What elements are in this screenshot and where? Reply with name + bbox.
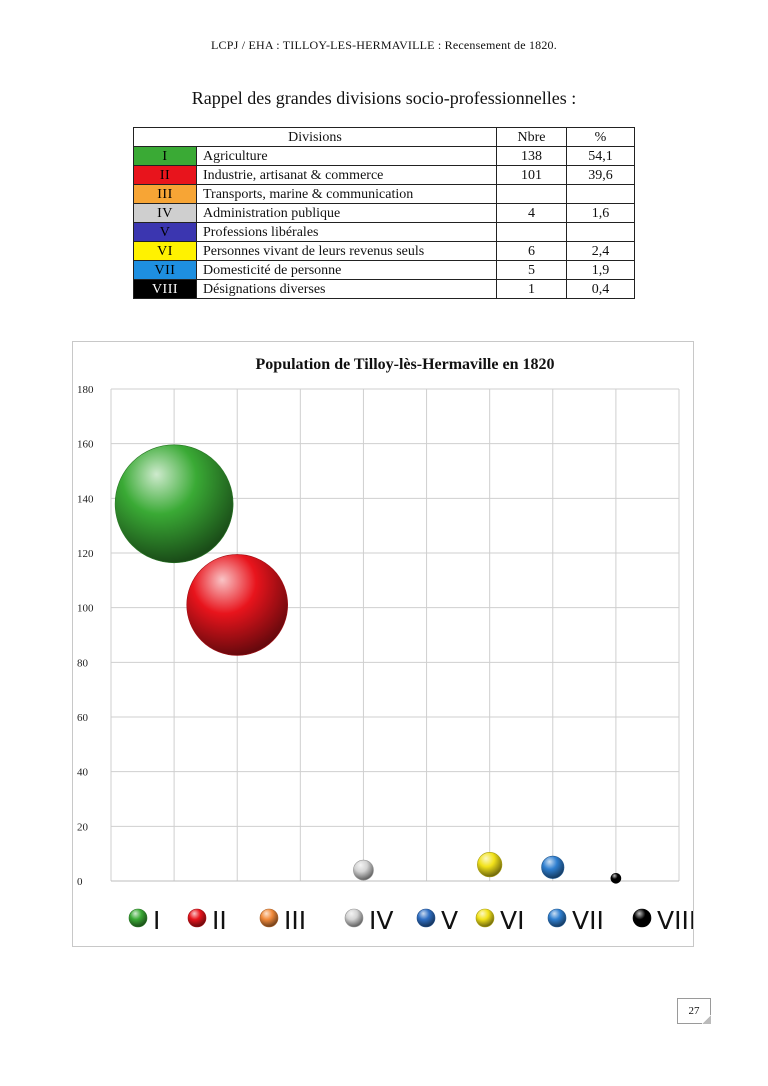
table-row <box>134 280 635 299</box>
legend-marker <box>260 909 278 927</box>
bubble-viii <box>611 873 621 883</box>
y-tick-label: 100 <box>77 602 94 615</box>
chart-title: Population de Tilloy-lès-Hermaville en 1820 <box>255 356 555 373</box>
division-count: 138 <box>497 147 567 166</box>
division-code: VII <box>134 261 197 280</box>
legend-item-vi <box>476 906 524 935</box>
division-label: Administration publique <box>197 204 497 223</box>
header-percent: % <box>567 128 635 147</box>
division-code: V <box>134 223 197 242</box>
division-count: 101 <box>497 166 567 185</box>
legend-label: VIII <box>657 906 693 935</box>
table-body <box>134 147 635 299</box>
division-label: Industrie, artisanat & commerce <box>197 166 497 185</box>
division-percent <box>567 185 635 204</box>
division-code: VIII <box>134 280 197 299</box>
legend-label: I <box>153 906 161 935</box>
legend-item-iii <box>260 906 306 935</box>
division-code: II <box>134 166 197 185</box>
legend-marker <box>548 909 566 927</box>
bubble-chart <box>73 342 693 946</box>
division-count: 6 <box>497 242 567 261</box>
y-tick-label: 40 <box>77 766 88 779</box>
table-row <box>134 242 635 261</box>
y-tick-label: 140 <box>77 493 94 506</box>
y-tick-label: 20 <box>77 821 88 834</box>
table-row <box>134 147 635 166</box>
legend-label: III <box>284 906 307 935</box>
y-tick-label: 60 <box>77 712 88 724</box>
legend-item-vii <box>548 906 604 935</box>
legend-item-v <box>417 906 458 935</box>
y-tick-label: 120 <box>77 548 94 560</box>
legend-label: IV <box>369 906 394 935</box>
y-tick-label: 180 <box>77 384 94 396</box>
bubble-ii <box>187 554 288 655</box>
y-tick-label: 80 <box>77 657 88 670</box>
legend-label: VII <box>572 906 604 935</box>
division-label: Transports, marine & communication <box>197 185 497 204</box>
division-percent: 39,6 <box>567 166 635 185</box>
division-code: I <box>134 147 197 166</box>
page-number: 27 <box>677 998 711 1024</box>
division-label: Professions libérales <box>197 223 497 242</box>
legend-label: VI <box>500 906 525 935</box>
legend-marker <box>188 909 206 927</box>
y-tick-label: 160 <box>77 438 94 451</box>
division-percent: 0,4 <box>567 280 635 299</box>
division-code: IV <box>134 204 197 223</box>
legend-label: II <box>212 906 227 935</box>
legend-marker <box>417 909 435 927</box>
legend-marker <box>476 909 494 927</box>
division-label: Personnes vivant de leurs revenus seuls <box>197 242 497 261</box>
legend-item-viii <box>633 906 693 935</box>
header-nbre: Nbre <box>497 128 567 147</box>
header-divisions: Divisions <box>134 128 497 147</box>
division-percent <box>567 223 635 242</box>
table-row <box>134 166 635 185</box>
legend-item-ii <box>188 906 227 935</box>
table-row <box>134 185 635 204</box>
bubble-vii <box>542 856 564 878</box>
division-percent: 1,6 <box>567 204 635 223</box>
page-header: LCPJ / EHA : TILLOY-LES-HERMAVILLE : Recensement de 1820. <box>211 38 557 52</box>
division-count: 4 <box>497 204 567 223</box>
legend-item-i <box>129 906 160 935</box>
division-percent: 2,4 <box>567 242 635 261</box>
division-code: III <box>134 185 197 204</box>
legend-marker <box>633 909 651 927</box>
division-label: Agriculture <box>197 147 497 166</box>
division-count: 1 <box>497 280 567 299</box>
legend-marker <box>345 909 363 927</box>
division-code: VI <box>134 242 197 261</box>
bubble-iv <box>353 860 373 880</box>
division-label: Domesticité de personne <box>197 261 497 280</box>
division-count <box>497 185 567 204</box>
divisions-table <box>133 127 635 299</box>
division-count <box>497 223 567 242</box>
table-row <box>134 223 635 242</box>
table-header-row <box>134 128 635 147</box>
bubble-vi <box>477 852 502 877</box>
bubble-i <box>115 445 233 563</box>
y-tick-label: 0 <box>77 876 83 888</box>
division-percent: 54,1 <box>567 147 635 166</box>
division-percent: 1,9 <box>567 261 635 280</box>
section-subtitle: Rappel des grandes divisions socio-professionnelles : <box>191 88 577 108</box>
legend-marker <box>129 909 147 927</box>
legend-item-iv <box>345 906 393 935</box>
table-row <box>134 204 635 223</box>
division-count: 5 <box>497 261 567 280</box>
legend-label: V <box>441 906 459 935</box>
table-row <box>134 261 635 280</box>
chart-frame <box>72 341 694 947</box>
division-label: Désignations diverses <box>197 280 497 299</box>
